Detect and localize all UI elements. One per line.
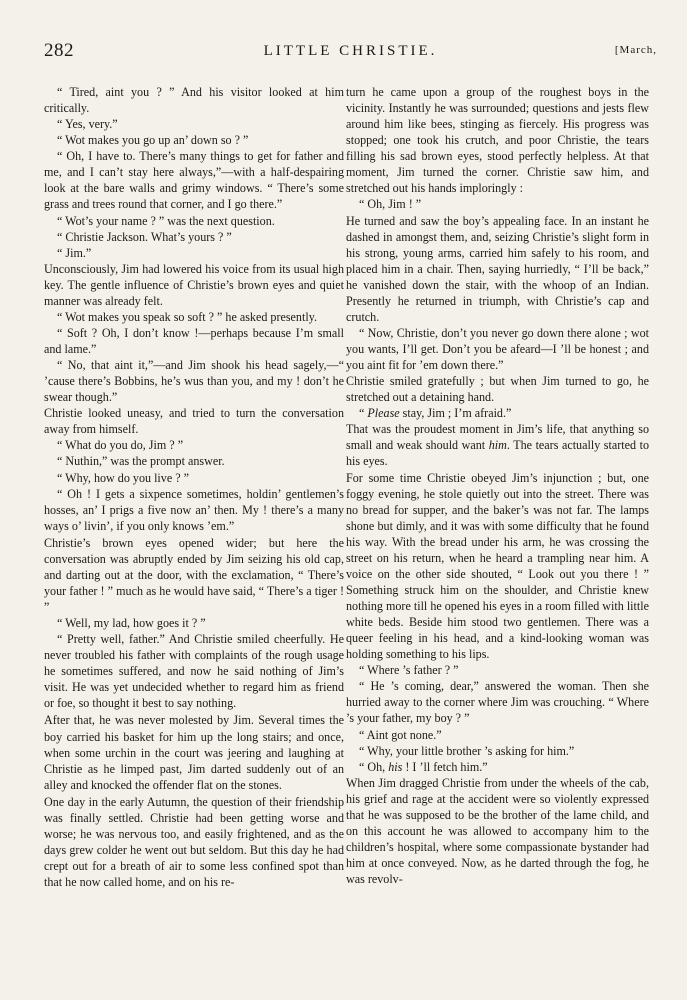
- running-header: [44, 40, 657, 64]
- right-column: [346, 84, 649, 887]
- paragraph: “ Wot makes you speak so soft ? ” he asked presently.: [57, 309, 317, 324]
- paragraph: “ Pretty well, father.” And Christie smiled cheerfully. He never troubled his father with complaints of the rough usage he sometimes suffered, and now he said nothing of Jim’s visit. He was yet undecided whether to regard him as friend or foe, so thought it best to say nothing.: [44, 632, 344, 711]
- paragraph: Christie smiled gratefully ; but when Jim turned to go, he stretched out a detaining hand.: [346, 374, 649, 405]
- emphasis: him: [488, 438, 507, 453]
- paragraph: “ He ’s coming, dear,” answered the woman. Then she hurried away to the corner where Jim was crouching. “ Where ’s your father, my boy ? ”: [346, 679, 649, 726]
- paragraph: “ Why, how do you live ? ”: [57, 470, 189, 485]
- paragraph: “ Jim.”: [57, 245, 92, 260]
- emphasis: Please: [367, 406, 400, 421]
- paragraph: “ Wot’s your name ? ” was the next question.: [57, 213, 275, 228]
- paragraph: That was the proudest moment in Jim’s life, that anything so small and weak should want him. The tears actually started to his eyes.: [346, 422, 649, 469]
- paragraph: “ Tired, aint you ? ” And his visitor looked at him critically.: [44, 85, 344, 116]
- paragraph: “ Yes, very.”: [57, 117, 118, 132]
- paragraph: “ What do you do, Jim ? ”: [57, 438, 184, 453]
- page-number: 282: [44, 40, 74, 61]
- paragraph: When Jim dragged Christie from under the wheels of the cab, his grief and rage at the accident were so violently expressed that he was supposed to be the brother of the lame child, and on this account he was allowed to accompany him to the children’s hospital, where some compassionate bystander had him at once conveyed. Now, as he darted through the fog, he was revolv-: [346, 775, 649, 887]
- paragraph: “ Please stay, Jim ; I’m afraid.”: [359, 406, 512, 421]
- paragraph: After that, he was never molested by Jim. Several times the boy carried his basket for him up the long stairs; and once, when some urchin in the court was jeering and laughing at Christie as he limped past, Jim darted suddenly out of an alley and knocked the offender flat on the stones.: [44, 713, 344, 792]
- paragraph: “ Aint got none.”: [359, 727, 442, 742]
- paragraph: “ Now, Christie, don’t you never go down there alone ; wot you wants, I’ll get. Don’t you be afeard—I ’ll be honest ; and you aint fit for ’em down there.”: [346, 325, 649, 373]
- paragraph: “ Wot makes you go up an’ down so ? ”: [57, 133, 249, 148]
- paragraph: “ Why, your little brother ’s asking for him.”: [359, 743, 575, 758]
- paragraph: “ Oh, his ! I ’ll fetch him.”: [359, 759, 488, 774]
- paragraph: turn he came upon a group of the roughest boys in the vicinity. Instantly he was surrounded; questions and jests flew around him like bees, stinging as fiercely. His progress was stopped; one took his crutch, and poor Christie, the tears filling his sad brown eyes, stood perfectly helpless. At that moment, Jim turned the corner. Christie saw him, and stretched out his hands imploringly :: [346, 85, 649, 196]
- paragraph: “ Soft ? Oh, I don’t know !—perhaps because I’m small and lame.”: [44, 325, 344, 356]
- paragraph: “ Where ’s father ? ”: [359, 663, 459, 678]
- paragraph: “ No, that aint it,”—and Jim shook his head sagely,—“ ’cause there’s Bobbins, he’s wus than you, and my ! don’t he swear though.”: [44, 358, 344, 405]
- left-column: [44, 84, 344, 890]
- emphasis: his: [388, 759, 403, 774]
- running-title: LITTLE CHRISTIE.: [263, 43, 438, 59]
- paragraph: Christie looked uneasy, and tried to turn the conversation away from himself.: [44, 406, 344, 437]
- paragraph: He turned and saw the boy’s appealing face. In an instant he dashed in amongst them, and, seizing Christie’s slight form in his strong, young arms, carried him safely to his room, and placed him in a chair. Then, saying hurriedly, “ I’ll be back,” he vanished down the stair, with the whoop of an Indian. Presently he returned in triumph, with Christie’s cap and crutch.: [346, 213, 649, 324]
- paragraph: “ Oh, I have to. There’s many things to get for father and me, and I can’t stay here always,”—with a half-despairing look at the bare walls and grimy windows. “ There’s some grass and trees round that corner, and I go there.”: [44, 149, 344, 212]
- paragraph: “ Well, my lad, how goes it ? ”: [57, 616, 206, 631]
- paragraph: “ Nuthin,” was the prompt answer.: [57, 454, 225, 469]
- paragraph: One day in the early Autumn, the question of their friendship was finally settled. Christie had been getting worse and worse; he was nervous too, and easily frightened, and as the days grew colder he went out but seldom. But this day he had crept out for a breath of air to some less confined spot than that he now called home, and on his re-: [44, 794, 344, 890]
- paragraph: “ Oh, Jim ! ”: [359, 197, 422, 212]
- paragraph: “ Christie Jackson. What’s yours ? ”: [57, 229, 232, 244]
- paragraph: “ Oh ! I gets a sixpence sometimes, holdin’ gentlemen’s hosses, an’ I prigs a five now an’ then. My ! there’s a many ways o’ livin’, if you only knows ’em.”: [44, 486, 344, 533]
- paragraph: Christie’s brown eyes opened wider; but here the conversation was abruptly ended by Jim seizing his old cap, and darting out at the door, with the exclamation, “ There’s your father ! ” much as he would have said, “ There’s a tiger ! ”: [44, 535, 344, 614]
- paragraph: Unconsciously, Jim had lowered his voice from its usual high key. The gentle influence of Christie’s brown eyes and quiet manner was already felt.: [44, 261, 344, 308]
- paragraph: For some time Christie obeyed Jim’s injunction ; but, one foggy evening, he stole quietly out into the street. There was no bread for supper, and the baker’s was not far. The lamps shone but dimly, and it was with some difficulty that he found his way. With the bread under his arm, he was crossing the street on his return, when he heard a trampling near him. A voice on the other side shouted, “ Look out you there ! ” Something struck him on the shoulder, and Christie knew nothing more till he opened his eyes in a room filled with little white beds. Beside him stood two gentlemen. There was a queer feeling in his head, and a kind-looking woman was holding something to his lips.: [346, 470, 649, 662]
- issue-month: [March,: [614, 44, 657, 56]
